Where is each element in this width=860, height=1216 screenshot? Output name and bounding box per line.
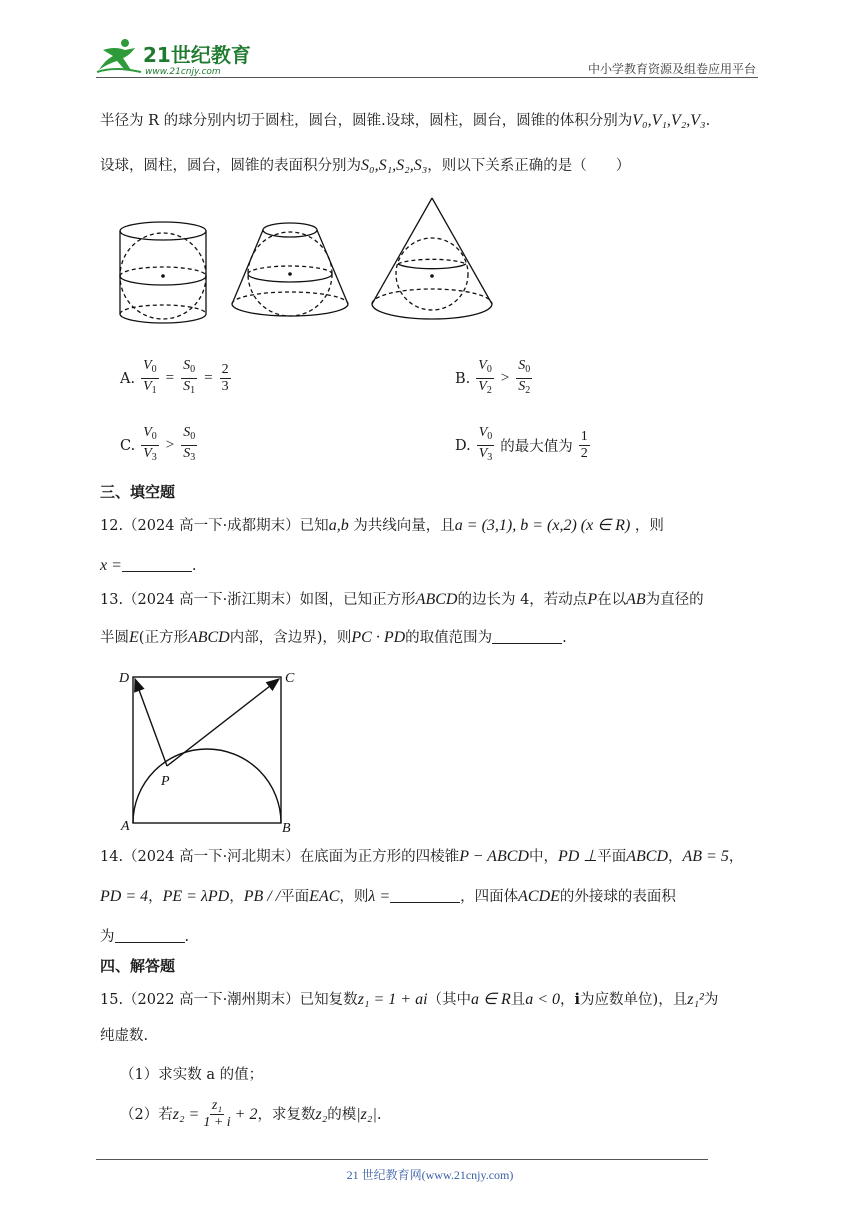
q14-line1: 14.（2024 高一下·河北期末）在底面为正方形的四棱锥P − ABCD中，PD ⊥平面ABCD，AB = 5， [100,848,744,865]
site-logo [95,36,265,78]
q13-line1: 13.（2024 高一下·浙江期末）如图，已知正方形ABCD的边长为 4，若动点P在以AB为直径的 [100,591,704,608]
logo-url-text: www.21cnjy.com [145,67,221,77]
q15-part1: （1）求实数 a 的值； [120,1067,264,1083]
q14-area-blank[interactable] [115,928,185,943]
label-d: D [119,671,130,686]
option-b[interactable]: B. $\frac{V_0}{V_2}$ > $\frac{S_0}{S_2}$ [455,358,531,396]
q14-line3: 为 . [100,929,190,945]
option-a[interactable]: A. $\frac{V_0}{V_1}$ = $\frac{S_0}{S_1}$ = $\frac{2}{3}$ [120,358,229,396]
q11-area-vars: S₀,S₁,S₂,S₃ [361,157,428,174]
runner-logo-icon [95,36,265,78]
footer-text[interactable]: 21 世纪教育网(www.21cnjy.com) [346,1168,514,1182]
q14-line2: PD = 4，PE = λPD，PB / /平面EAC，则λ = ，四面体ACDE的外接球的表面积 [100,888,676,905]
q11-line1: 半径为 R 的球分别内切于圆柱，圆台，圆锥.设球，圆柱，圆台，圆锥的体积分别为V₀,V₁,V₂,V₃. [100,112,711,129]
logo-text: 21世纪教育 [143,43,251,67]
q12-answer-blank[interactable] [122,557,192,572]
q12-line1: 12.（2024 高一下·成都期末）已知a,b 为共线向量，且a = (3,1), b = (x,2) (x ∈ R) ，则 [100,517,664,534]
section-answer-title: 四、解答题 [100,957,176,975]
option-c[interactable]: C. $\frac{V_0}{V_3}$ > $\frac{S_0}{S_3}$ [120,425,196,463]
label-p: P [161,774,170,789]
header-platform-text: 中小学教育资源及组卷应用平台 [587,62,756,76]
q11-volume-vars: V₀,V₁,V₂,V₃ [632,112,706,129]
q15-part2: （2）若 z₂ = $\frac{\text{z₁}}{1 + i}$ + 2 ，求复数 z₂ 的模 |z₂| . [120,1098,382,1130]
q12-line2: x = . [100,557,197,574]
q15-line1: 15.（2022 高一下·潮州期末）已知复数z₁ = 1 + ai（其中a ∈ R且a < 0，i为应数单位)，且z₁²为 [100,991,719,1008]
square-semicircle-figure [115,665,315,845]
footer-divider [96,1159,708,1160]
option-d[interactable]: D. $\frac{V_0}{V_3}$ 的最大值为 $\frac{1}{2}$ [455,425,588,463]
header-divider [96,77,758,78]
q13-line2: 半圆E(正方形ABCD内部，含边界)，则PC · PD的取值范围为 . [100,629,567,646]
q14-lambda-blank[interactable] [390,888,460,903]
section-fill-in-title: 三、填空题 [100,483,176,501]
q11-line2: 设球，圆柱，圆台，圆锥的表面积分别为S₀,S₁,S₂,S₃，则以下关系正确的是（ ） [100,157,631,174]
q13-answer-blank[interactable] [492,629,562,644]
label-c: C [285,671,295,686]
inscribed-solids-figure [0,190,860,340]
label-b: B [282,821,291,836]
q15-line2: 纯虚数. [100,1028,149,1044]
label-a: A [121,819,130,834]
